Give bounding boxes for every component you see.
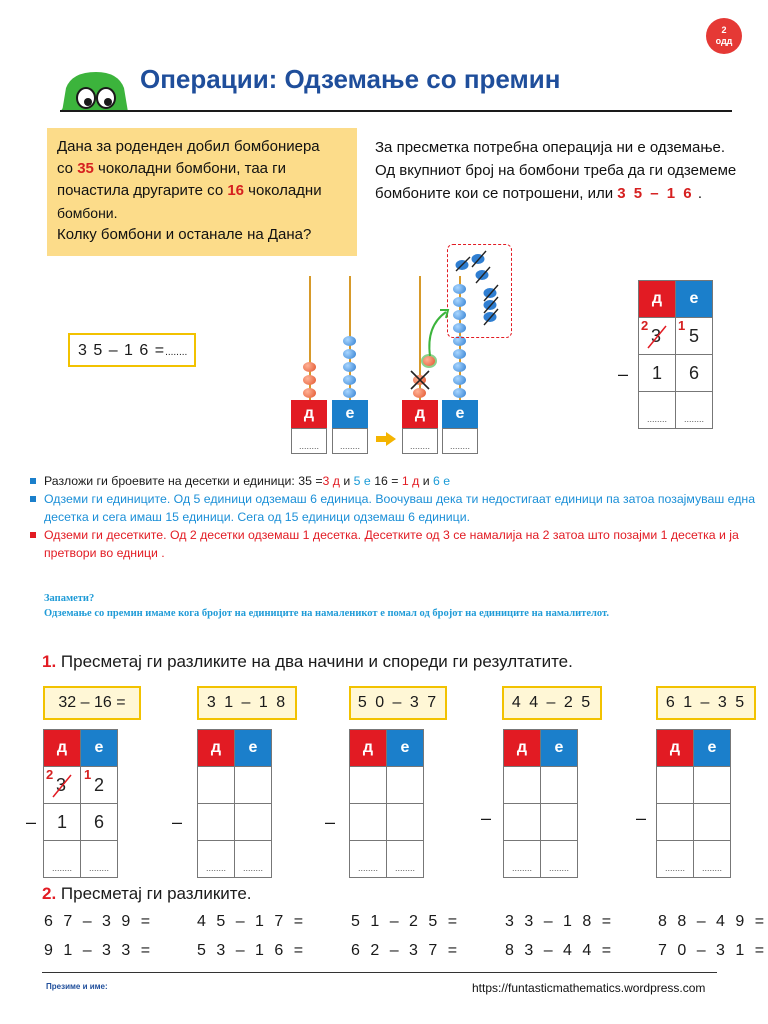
abacus-bead xyxy=(343,375,356,385)
answer-cell[interactable]: ........ xyxy=(81,841,118,878)
ones-header: е xyxy=(541,730,578,767)
story-line: со 35 чоколадни бомбони, таа ги xyxy=(57,160,287,177)
explain-expression: 3 5 – 1 6 xyxy=(617,185,694,202)
story-line: почастила другарите со 16 чоколадни xyxy=(57,182,322,199)
ones-header: е xyxy=(332,400,368,428)
arrow-up-icon xyxy=(422,300,452,360)
footer-url[interactable]: https://funtasticmathematics.wordpress.com xyxy=(472,981,706,995)
ones-cell: 6 xyxy=(676,355,713,392)
crossed-beads-group xyxy=(447,244,512,338)
ones-cell[interactable] xyxy=(541,767,578,804)
tens-cell[interactable] xyxy=(657,767,694,804)
ones-cell: 2 xyxy=(81,767,118,804)
problem: 4 5 – 1 7 = xyxy=(197,913,307,930)
answer-cell[interactable]: ........ xyxy=(332,428,368,454)
instruction-item: Разложи ги броевите на десетки и единици: 35 =3 д и 5 е 16 = 1 д и 6 е xyxy=(30,472,760,490)
tens-cell: 1 xyxy=(44,804,81,841)
equation-box: 3 5 – 1 6 =........ xyxy=(68,333,196,367)
answer-cell[interactable]: ........ xyxy=(694,841,731,878)
tens-header: д xyxy=(504,730,541,767)
title-divider xyxy=(60,110,732,112)
tens-header: д xyxy=(198,730,235,767)
tens-cell[interactable] xyxy=(504,804,541,841)
expression-box: 5 0 – 3 7 xyxy=(349,686,447,720)
tens-cell: 3 xyxy=(44,767,81,804)
mascot-icon xyxy=(56,68,130,114)
minus-sign: – xyxy=(481,808,492,828)
abacus-bead xyxy=(453,388,466,398)
ones-cell: 6 xyxy=(81,804,118,841)
ones-cell[interactable] xyxy=(235,804,272,841)
expression-box: 32 – 16 = xyxy=(43,686,141,720)
abacus-bead xyxy=(453,375,466,385)
tens-cell[interactable] xyxy=(350,804,387,841)
grade-label: одд xyxy=(715,36,733,46)
ones-cell[interactable] xyxy=(387,767,424,804)
tens-header: д xyxy=(639,281,676,318)
answer-cell[interactable]: ........ xyxy=(291,428,327,454)
remember-heading: Запамети? xyxy=(44,593,95,604)
answer-cell[interactable]: ........ xyxy=(504,841,541,878)
problem: 9 1 – 3 3 = xyxy=(44,942,154,959)
abacus-bead xyxy=(303,362,316,372)
tens-cell[interactable] xyxy=(198,767,235,804)
place-value-table xyxy=(197,729,272,878)
task1-title: 1. Пресметај ги разликите на два начини и спореди ги резултатите. xyxy=(42,652,573,671)
answer-cell[interactable]: ........ xyxy=(639,392,676,429)
problem: 3 3 – 1 8 = xyxy=(505,913,615,930)
ones-cell[interactable] xyxy=(694,804,731,841)
ones-cell[interactable] xyxy=(387,804,424,841)
problem: 5 1 – 2 5 = xyxy=(351,913,461,930)
problem: 7 0 – 3 1 = xyxy=(658,942,768,959)
abacus-bead xyxy=(343,349,356,359)
arrow-right-icon xyxy=(376,432,396,446)
abacus-bead xyxy=(303,388,316,398)
abacus-bead xyxy=(453,349,466,359)
abacus-bead xyxy=(343,388,356,398)
ones-header: е xyxy=(442,400,478,428)
place-value-table xyxy=(656,729,731,878)
story-line: бомбони. xyxy=(57,205,118,221)
ones-header: е xyxy=(694,730,731,767)
answer-cell[interactable]: ........ xyxy=(402,428,438,454)
footer-divider xyxy=(42,972,717,973)
abacus-bead xyxy=(303,375,316,385)
expression-box: 4 4 – 2 5 xyxy=(502,686,602,720)
place-value-table xyxy=(349,729,424,878)
explanation-text: За пресметка потребна операција ни е одземање. Од вкупниот број на бомбони треба да ги одземеме бомбоните кои се потрошени, или 3 5 – 1 6 . xyxy=(375,139,737,202)
instruction-item: Одземи ги десетките. Од 2 десетки одземаш 1 десетка. Десетките од 3 се намалија на 2 затоа што позајми 1 десетка и ја претвори во едници . xyxy=(30,526,760,562)
answer-cell[interactable]: ........ xyxy=(44,841,81,878)
carry-digit: 1 xyxy=(678,318,686,333)
name-label: Презиме и име: xyxy=(46,982,108,991)
problem: 5 3 – 1 6 = xyxy=(197,942,307,959)
problem: 6 7 – 3 9 = xyxy=(44,913,154,930)
answer-cell[interactable]: ........ xyxy=(387,841,424,878)
abacus-bead xyxy=(343,362,356,372)
abacus-bead xyxy=(343,336,356,346)
tens-cell[interactable] xyxy=(504,767,541,804)
instruction-item: Одземи ги единиците. Од 5 единици одземаш 6 единица. Воочуваш дека ти недостигаат единици па затоа позајмуваш една десетка и сега имаш 15 единици. Сега од 15 единици одземаш 6 единици. xyxy=(30,490,760,526)
answer-cell[interactable]: ........ xyxy=(657,841,694,878)
problem: 8 8 – 4 9 = xyxy=(658,913,768,930)
answer-cell[interactable]: ........ xyxy=(198,841,235,878)
minus-sign: – xyxy=(636,808,647,828)
borrowed-digit: 2 xyxy=(46,767,54,782)
place-value-table xyxy=(503,729,578,878)
ones-header: е xyxy=(81,730,118,767)
borrowed-digit: 2 xyxy=(641,318,649,333)
tens-cell: 3 xyxy=(639,318,676,355)
minus-sign: – xyxy=(26,812,37,832)
tens-cell[interactable] xyxy=(198,804,235,841)
tens-cell[interactable] xyxy=(657,804,694,841)
minus-sign: – xyxy=(172,812,183,832)
story-question: Колку бомбони и останале на Дана? xyxy=(57,226,312,243)
ones-cell[interactable] xyxy=(541,804,578,841)
tens-header: д xyxy=(350,730,387,767)
ones-cell[interactable] xyxy=(235,767,272,804)
grade-number: 2 xyxy=(721,25,727,35)
ones-header: е xyxy=(387,730,424,767)
minus-sign: – xyxy=(618,364,629,384)
tens-header: д xyxy=(657,730,694,767)
minus-sign: – xyxy=(325,812,336,832)
ones-cell[interactable] xyxy=(694,767,731,804)
number-16: 16 xyxy=(227,182,245,199)
problem: 8 3 – 4 4 = xyxy=(505,942,615,959)
grade-badge xyxy=(706,18,742,54)
place-value-table xyxy=(43,729,118,878)
story-line: Дана за роденден добил бомбониера xyxy=(57,138,320,155)
page-title: Операции: Одземање со премин xyxy=(140,64,561,94)
ones-cell: 5 xyxy=(676,318,713,355)
task2-title: 2. Пресметај ги разликите. xyxy=(42,884,252,903)
expression-box: 3 1 – 1 8 xyxy=(197,686,297,720)
answer-cell[interactable]: ........ xyxy=(235,841,272,878)
tens-header: д xyxy=(402,400,438,428)
story-box xyxy=(47,128,357,256)
number-35: 35 xyxy=(77,160,94,177)
carry-digit: 1 xyxy=(84,767,92,782)
answer-cell[interactable]: ........ xyxy=(541,841,578,878)
answer-cell[interactable]: ........ xyxy=(676,392,713,429)
cross-icon xyxy=(409,369,431,391)
tens-cell[interactable] xyxy=(350,767,387,804)
ones-header: е xyxy=(676,281,713,318)
crossed-beads-icon xyxy=(448,245,510,335)
remember-text: Одземање со премин имаме кога бројот на единиците на намаленикот е помал од бројот на единиците на намалителот. xyxy=(44,608,609,619)
abacus-bead xyxy=(453,362,466,372)
tens-cell: 1 xyxy=(639,355,676,392)
problem: 6 2 – 3 7 = xyxy=(351,942,461,959)
instructions-list xyxy=(30,472,760,562)
answer-cell[interactable]: ........ xyxy=(350,841,387,878)
tens-header: д xyxy=(291,400,327,428)
tens-header: д xyxy=(44,730,81,767)
expression-box: 6 1 – 3 5 xyxy=(656,686,756,720)
answer-cell[interactable]: ........ xyxy=(442,428,478,454)
ones-header: е xyxy=(235,730,272,767)
